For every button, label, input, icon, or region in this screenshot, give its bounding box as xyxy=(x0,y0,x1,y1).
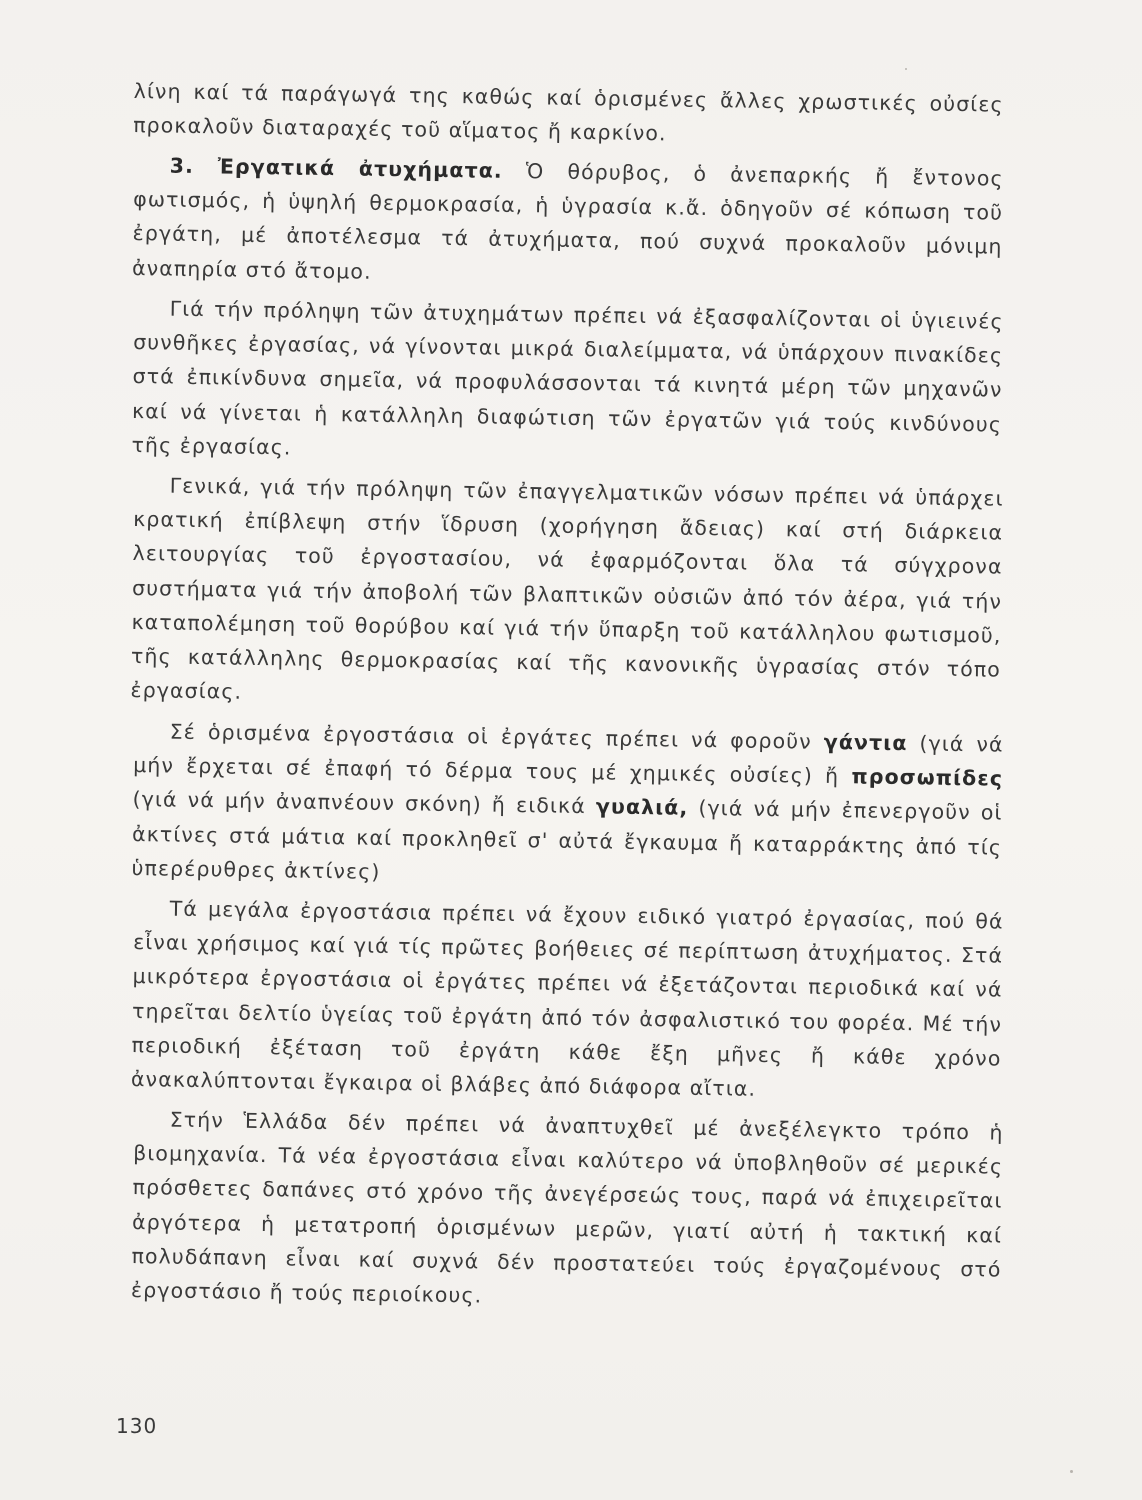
paragraph-text: (γιά νά μήν ἀναπνέουν σκόνη) ἤ ειδικά xyxy=(132,787,597,819)
paragraph-text: Σέ ὁρισμένα ἐργοστάσια οἱ ἐργάτες πρέπει νά φοροῦν xyxy=(169,719,824,754)
paragraph-text: λίνη καί τά παράγωγά της καθώς καί ὁρισμένες ἄλλες χρωστικές οὐσίες προκαλοῦν διαταραχές τοῦ αἵματος ἤ καρκίνο. xyxy=(133,78,1004,146)
paper-speck xyxy=(905,68,907,70)
body-text xyxy=(130,74,1004,1313)
paragraph-accident-prevention xyxy=(131,291,1004,476)
term-goggles: γυαλιά, xyxy=(595,794,689,820)
paragraph-text: Ὁ θόρυβος, ὁ ἀνεπαρκής ἤ ἔντονος φωτισμός, ἡ ὑψηλή θερμοκρασία, ἡ ὑγρασία κ.ἄ. ὁδηγοῦν σέ κόπωση τοῦ ἐργάτη, μέ ἀποτέλεσμα τά ἀτυχήματα, πού συχνά προκαλοῦν μόνιμη ἀναπηρία στό ἄτομο. xyxy=(131,159,1004,284)
paragraph-text: Στήν Ἑλλάδα δέν πρέπει νά ἀναπτυχθεῖ μέ ἀνεξέλεγκτο τρόπο ἡ βιομηχανία. Τά νέα ἐργοστάσια εἶναι καλύτερο νά ὑποβληθοῦν σέ μερικές πρόσθετες δαπάνες στό χρόνο τῆς ἀνεγέρσεώς τους, παρά νά ἐπιχειρεῖται ἀργότερα ἡ μετατροπή ὁρισμένων μερῶν, γιατί αὐτή ἡ τακτική καί πολυδάπανη εἶναι καί συχνά δέν προστατεύει τούς ἐργαζομένους στό ἐργοστάσιο ἤ τούς περιοίκους. xyxy=(130,1107,1004,1308)
term-masks: προσωπίδες xyxy=(851,764,1004,791)
paragraph-greek-industry xyxy=(131,1102,1004,1321)
paragraph-work-accidents xyxy=(132,148,1004,298)
paragraph-text: Τά μεγάλα ἐργοστάσια πρέπει νά ἔχουν ειδικό γιατρό ἐργασίας, πού θά εἶναι χρήσιμος καί γιά τίς πρῶτες βοήθειες σέ περίπτωση ἀτυχήματος. Στά μικρότερα ἐργοστάσια οἱ ἐργάτες πρέπει νά ἐξετάζονται περιοδικά καί νά τηρεῖται δελτίο ὑγείας τοῦ ἐργάτη ἀπό τόν ἀσφαλιστικό του φορέα. Μέ τήν περιοδική ἐξέταση τοῦ ἐργάτη κάθε ἔξη μῆνες ἤ κάθε χρόνο ἀνακαλύπτονται ἔγκαιρα οἱ βλάβες ἀπό διάφορα αἴτια. xyxy=(130,896,1004,1101)
paragraph-occupational-doctor xyxy=(131,891,1004,1110)
paragraph-protective-equipment xyxy=(131,714,1004,899)
paragraph-continuation xyxy=(133,74,1004,156)
paragraph-text: (γιά νά μήν ἔρχεται σέ ἐπαφή τό δέρμα τους μέ χημικές οὐσίες) ἤ xyxy=(133,730,1004,789)
paragraph-text: (γιά νά μήν ἐπενεργοῦν οἱ ἀκτίνες στά μάτια καί προκληθεῖ σ' αὐτά ἔγκαυμα ἤ καταρράκτης ἀπό τίς ὑπερέρυθρες ἀκτίνες) xyxy=(131,795,1003,884)
term-gloves: γάντια xyxy=(823,729,908,755)
page-number: 130 xyxy=(116,1414,158,1438)
paper-speck xyxy=(1070,1470,1073,1473)
paragraph-disease-prevention xyxy=(130,468,1004,721)
paragraph-text: Γιά τήν πρόληψη τῶν ἀτυχημάτων πρέπει νά ἐξασφαλίζονται οἱ ὑγιεινές συνθῆκες ἐργασίας, νά γίνονται μικρά διαλείμματα, νά ὑπάρχουν πινακίδες στά ἐπικίνδυνα σημεῖα, νά προφυλάσσονται τά κινητά μέρη τῶν μηχανῶν καί νά γίνεται ἡ κατάλληλη διαφώτιση τῶν ἐργατῶν γιά τούς κινδύνους τῆς ἐργασίας. xyxy=(131,296,1004,460)
section-heading-work-accidents: 3. Ἐργατικά ἀτυχήματα. xyxy=(169,153,504,184)
paragraph-text: Γενικά, γιά τήν πρόληψη τῶν ἐπαγγελματικῶν νόσων πρέπει νά ὑπάρχει κρατική ἐπίβλεψη στήν ἵδρυση (χορήγηση ἄδειας) καί στή διάρκεια λειτουργίας τοῦ ἐργοστασίου, νά ἐφαρμόζονται ὅλα τά σύγχρονα συστήματα γιά τήν ἀποβολή τῶν βλαπτικῶν οὐσιῶν ἀπό τόν ἀέρα, γιά τήν καταπολέμηση τοῦ θορύβου καί γιά τήν ὕπαρξη τοῦ κατάλληλου φωτισμοῦ, τῆς κατάλληλης θερμοκρασίας καί τῆς κανονικῆς ὑγρασίας στόν τόπο ἐργασίας. xyxy=(130,473,1004,705)
